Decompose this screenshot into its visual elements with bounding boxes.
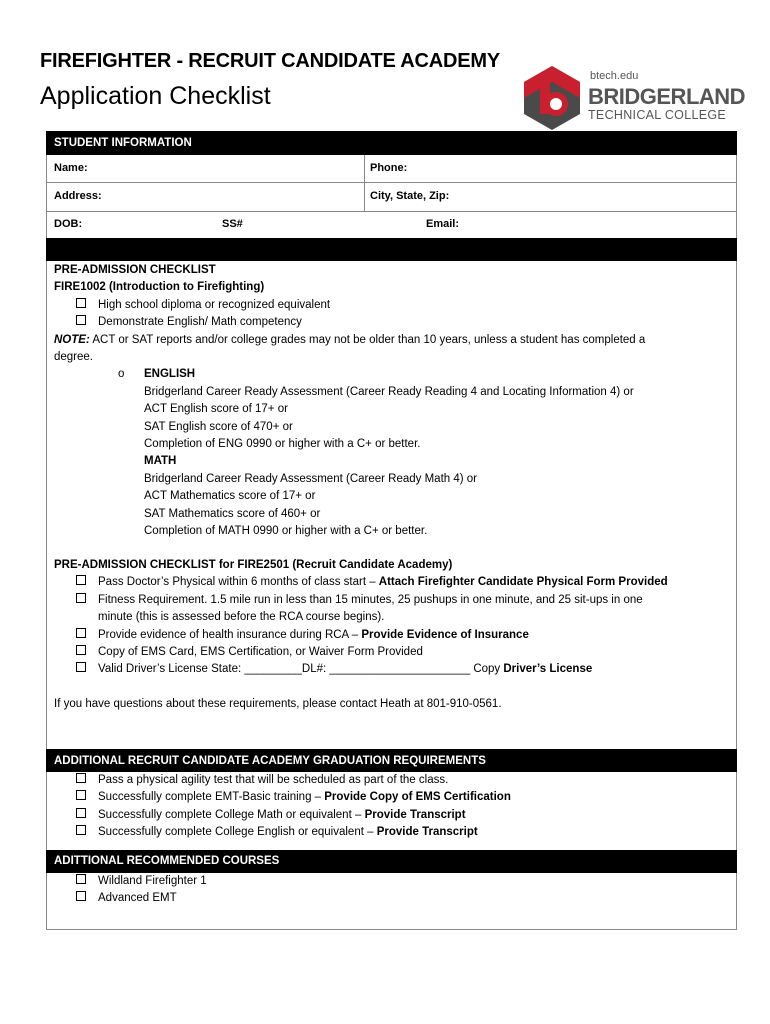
- ss-label: SS#: [222, 218, 243, 230]
- math-item: Bridgerland Career Ready Assessment (Career Ready Math 4) or: [144, 472, 478, 485]
- checklist-item: Successfully complete College English or equivalent – Provide Transcript: [54, 824, 511, 841]
- math-item: SAT Mathematics score of 460+ or: [144, 507, 321, 520]
- checklist-item: High school diploma or recognized equivalent: [54, 297, 645, 314]
- checkbox-icon[interactable]: [76, 773, 86, 783]
- math-item: ACT Mathematics score of 17+ or: [144, 490, 316, 503]
- name-label: Name:: [54, 162, 88, 174]
- checkbox-icon[interactable]: [76, 628, 86, 638]
- pre-admission-heading: PRE-ADMISSION CHECKLIST: [54, 264, 216, 276]
- course-fire1002: FIRE1002 (Introduction to Firefighting): [54, 281, 265, 294]
- checkbox-icon[interactable]: [76, 575, 86, 585]
- checklist-item: Wildland Firefighter 1: [54, 873, 207, 890]
- english-item: SAT English score of 470+ or: [144, 420, 293, 433]
- bullet-icon: o: [118, 368, 125, 381]
- checklist-item: Advanced EMT: [54, 890, 207, 907]
- math-item: Completion of MATH 0990 or higher with a C+ or better.: [144, 525, 428, 538]
- checklist-item: Successfully complete EMT-Basic training – Provide Copy of EMS Certification: [54, 789, 511, 806]
- graduation-heading: ADDITIONAL RECRUIT CANDIDATE ACADEMY GRADUATION REQUIREMENTS: [46, 749, 737, 772]
- recommended-section: [54, 873, 207, 908]
- checkbox-icon[interactable]: [76, 298, 86, 308]
- english-item: Bridgerland Career Ready Assessment (Career Ready Reading 4 and Locating Information 4) or: [144, 385, 634, 398]
- column-divider: [364, 155, 365, 211]
- recommended-heading: ADITTIONAL RECOMMENDED COURSES: [46, 850, 737, 873]
- checklist-item-cont: minute (this is assessed before the RCA course begins).: [98, 611, 385, 624]
- english-item: Completion of ENG 0990 or higher with a C+ or better.: [144, 438, 421, 451]
- city-state-zip-label: City, State, Zip:: [370, 190, 450, 202]
- logo-name: BRIDGERLAND: [588, 84, 746, 109]
- checklist-item: Pass a physical agility test that will be scheduled as part of the class.: [54, 772, 511, 789]
- checklist-item: Pass Doctor’s Physical within 6 months of class start – Attach Firefighter Candidate Physical Form Provided: [54, 574, 668, 591]
- note-text: NOTE: ACT or SAT reports and/or college grades may not be older than 10 years, unless a student has completed a: [54, 333, 646, 346]
- row-divider: [46, 211, 737, 212]
- checkbox-icon[interactable]: [76, 315, 86, 325]
- checklist-item: Demonstrate English/ Math competency: [54, 314, 645, 331]
- contact-text: If you have questions about these requirements, please contact Heath at 801-910-0561.: [54, 697, 502, 710]
- math-heading: MATH: [144, 455, 177, 468]
- email-label: Email:: [426, 218, 460, 230]
- row-divider: [46, 182, 737, 183]
- checkbox-icon[interactable]: [76, 825, 86, 835]
- logo-url: btech.edu: [590, 70, 639, 82]
- page-subtitle: Application Checklist: [40, 82, 271, 110]
- english-item: ACT English score of 17+ or: [144, 403, 288, 416]
- section-separator-bar: [46, 238, 737, 261]
- dob-label: DOB:: [54, 218, 83, 230]
- checkbox-icon[interactable]: [76, 891, 86, 901]
- address-label: Address:: [54, 190, 102, 202]
- checkbox-icon[interactable]: [76, 790, 86, 800]
- checklist-item: Provide evidence of health insurance during RCA – Provide Evidence of Insurance: [54, 627, 668, 644]
- logo-subtitle: TECHNICAL COLLEGE: [588, 108, 727, 122]
- checklist-item: Valid Driver’s License State: _________DL#: ______________________ Copy Driver’s License: [54, 661, 668, 678]
- page-title: FIREFIGHTER - RECRUIT CANDIDATE ACADEMY: [40, 50, 500, 72]
- pre-admission-section: [54, 262, 645, 541]
- phone-label: Phone:: [370, 162, 408, 174]
- checkbox-icon[interactable]: [76, 593, 86, 603]
- checkbox-icon[interactable]: [76, 662, 86, 672]
- checklist-item: Successfully complete College Math or equivalent – Provide Transcript: [54, 807, 511, 824]
- checkbox-icon[interactable]: [76, 808, 86, 818]
- rca-section: [54, 557, 668, 713]
- checkbox-icon[interactable]: [76, 874, 86, 884]
- rca-heading: PRE-ADMISSION CHECKLIST for FIRE2501 (Recruit Candidate Academy): [54, 559, 453, 571]
- english-heading: o ENGLISH: [54, 366, 645, 383]
- student-info-heading: STUDENT INFORMATION: [46, 131, 737, 155]
- graduation-section: [54, 772, 511, 842]
- note-text-cont: degree.: [54, 351, 94, 364]
- checkbox-icon[interactable]: [76, 645, 86, 655]
- checklist-item: Copy of EMS Card, EMS Certification, or Waiver Form Provided: [54, 644, 668, 661]
- checklist-item: Fitness Requirement. 1.5 mile run in less than 15 minutes, 25 pushups in one minute, and 25 sit-ups in one: [54, 592, 668, 609]
